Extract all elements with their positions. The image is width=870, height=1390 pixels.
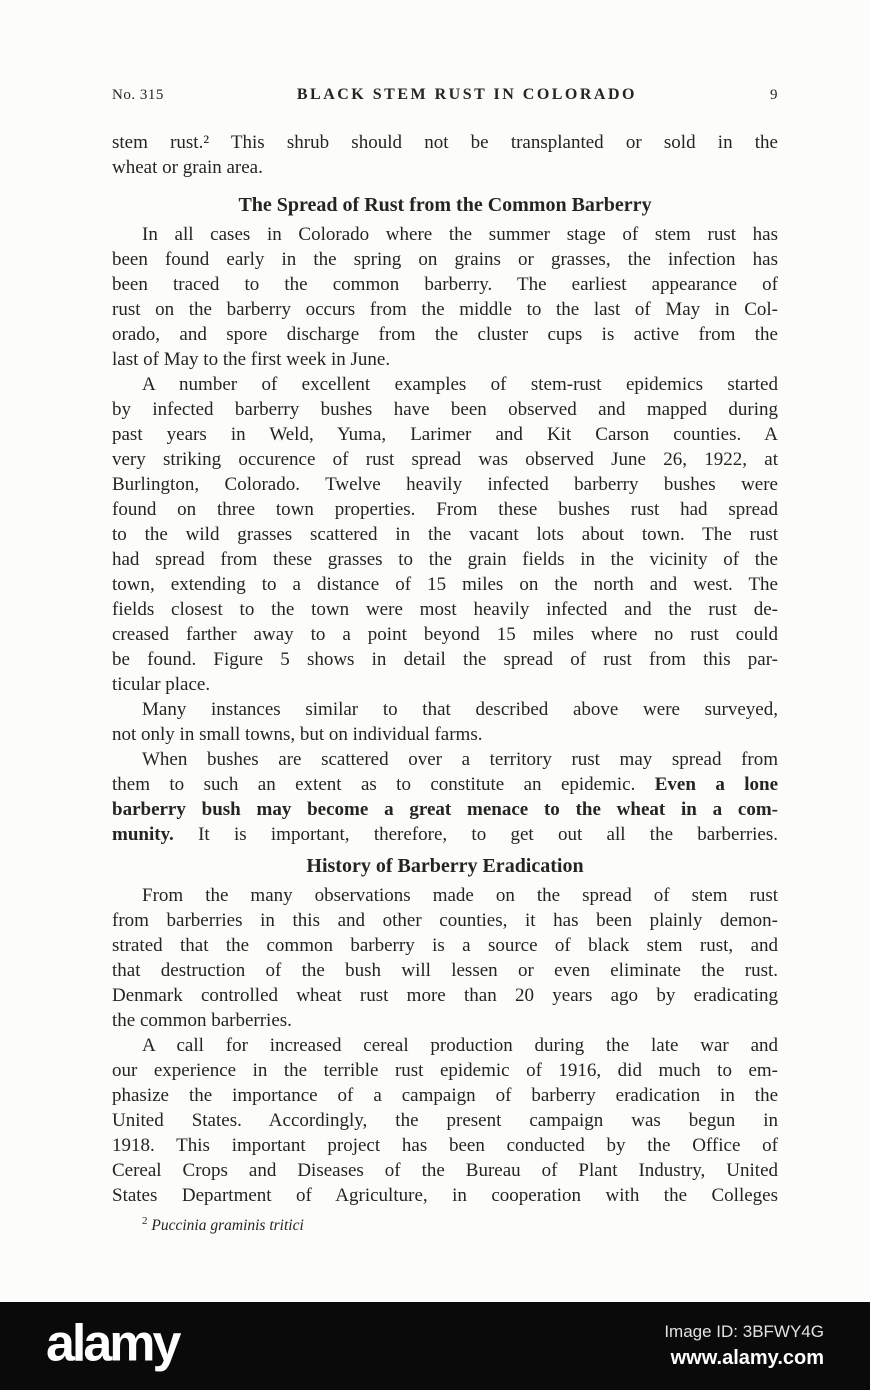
text-line: A call for increased cereal production during the late war and [142, 1035, 778, 1056]
text-line: our experience in the terrible rust epidemic of 1916, did much to em- [112, 1060, 778, 1081]
text-line: stem rust.² This shrub should not be transplanted or sold in the [112, 132, 778, 153]
text-line: A number of excellent examples of stem-rust epidemics started [142, 374, 778, 395]
page-header [112, 86, 778, 104]
text-line: been traced to the common barberry. The earliest appearance of [112, 274, 778, 295]
text-line: very striking occurence of rust spread was observed June 26, 1922, at [112, 449, 778, 470]
section-heading: History of Barberry Eradication [306, 855, 584, 877]
paragraph [112, 1033, 778, 1208]
paragraph [112, 372, 778, 697]
text-line: to the wild grasses scattered in the vacant lots about town. The rust [112, 524, 778, 545]
text-line: When bushes are scattered over a territory rust may spread from [142, 749, 778, 770]
footnote-marker: 2 [142, 1215, 148, 1227]
text-line: munity. It is important, therefore, to get out all the barberries. [112, 824, 778, 845]
text-line: 1918. This important project has been conducted by the Office of [112, 1135, 778, 1156]
text-line: town, extending to a distance of 15 miles on the north and west. The [112, 574, 778, 595]
footnote-text: Puccinia graminis tritici [147, 1217, 304, 1235]
text-line: them to such an extent as to constitute an epidemic. Even a lone [112, 774, 778, 795]
text-line: ticular place. [112, 674, 211, 695]
text-line: be found. Figure 5 shows in detail the spread of rust from this par- [112, 649, 778, 670]
text-line: by infected barberry bushes have been observed and mapped during [112, 399, 778, 420]
footnote [112, 1211, 778, 1236]
text-line: rust on the barberry occurs from the middle to the last of May in Col- [112, 299, 778, 320]
text-line: phasize the importance of a campaign of barberry eradication in the [112, 1085, 778, 1106]
running-title: BLACK STEM RUST IN COLORADO [296, 86, 637, 103]
text-line: Many instances similar to that described above were surveyed, [142, 699, 778, 720]
text-line: not only in small towns, but on individual farms. [112, 724, 483, 745]
text-line: been found early in the spring on grains or grasses, the infection has [112, 249, 778, 270]
page-number: 9 [769, 87, 778, 103]
text-line: fields closest to the town were most heavily infected and the rust de- [112, 599, 778, 620]
text-line: that destruction of the bush will lessen or even eliminate the rust. [112, 960, 778, 981]
paragraph [112, 697, 778, 747]
text-line: the common barberries. [112, 1010, 292, 1031]
text-line: Cereal Crops and Diseases of the Bureau of Plant Industry, United [112, 1160, 778, 1181]
text-line: past years in Weld, Yuma, Larimer and Kit Carson counties. A [112, 424, 778, 445]
text-line: United States. Accordingly, the present campaign was begun in [112, 1110, 778, 1131]
paragraph [112, 883, 778, 1033]
image-id-text: Image ID: 3BFWY4G [664, 1322, 824, 1341]
text-line: States Department of Agriculture, in cooperation with the Colleges [112, 1185, 778, 1206]
text-line: from barberries in this and other counties, it has been plainly demon- [112, 910, 778, 931]
text-line: had spread from these grasses to the grain fields in the vicinity of the [112, 549, 778, 570]
paragraph [112, 130, 778, 180]
text-line: From the many observations made on the spread of stem rust [142, 885, 778, 906]
paragraph [112, 747, 778, 847]
text-line: Burlington, Colorado. Twelve heavily infected barberry bushes were [112, 474, 778, 495]
text-line: barberry bush may become a great menace to the wheat in a com- [112, 799, 778, 820]
document-number: No. 315 [112, 87, 164, 103]
text-line: strated that the common barberry is a source of black stem rust, and [112, 935, 778, 956]
text-line: orado, and spore discharge from the cluster cups is active from the [112, 324, 778, 345]
alamy-url-text: www.alamy.com [670, 1347, 824, 1369]
page-body [112, 130, 778, 1236]
paragraph [112, 222, 778, 372]
text-line: wheat or grain area. [112, 157, 263, 178]
text-line: found on three town properties. From these bushes rust had spread [112, 499, 778, 520]
section-heading: The Spread of Rust from the Common Barberry [238, 194, 652, 216]
alamy-logo: alamy [46, 1314, 179, 1373]
watermark-info [664, 1322, 824, 1370]
text-line: Denmark controlled wheat rust more than 20 years ago by eradicating [112, 985, 778, 1006]
text-line: In all cases in Colorado where the summer stage of stem rust has [142, 224, 778, 245]
text-line: creased farther away to a point beyond 15 miles where no rust could [112, 624, 778, 645]
watermark-bar [0, 1302, 870, 1390]
text-line: last of May to the first week in June. [112, 349, 391, 370]
